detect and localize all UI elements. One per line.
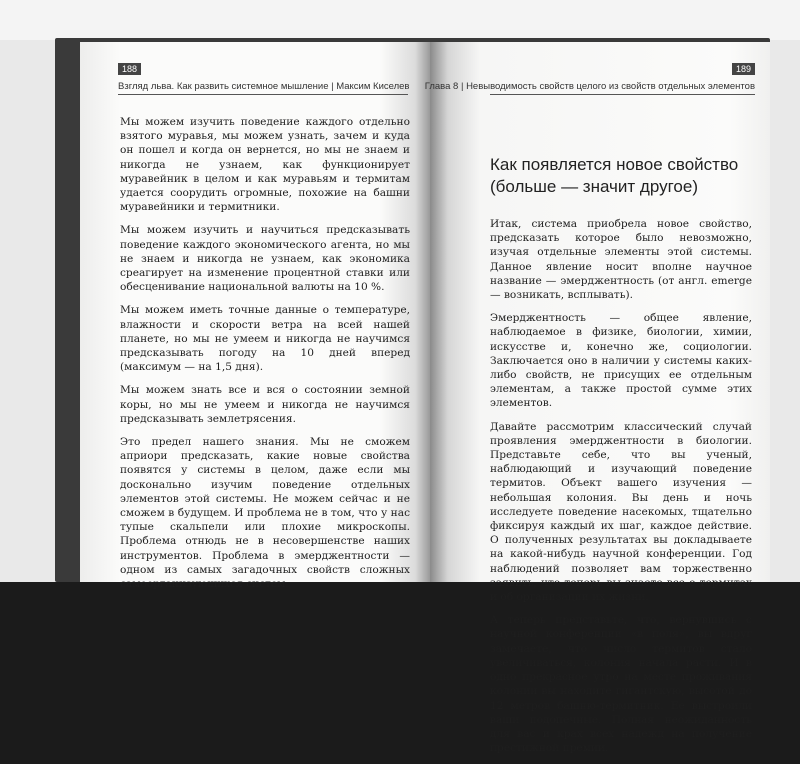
left-body-text <box>120 115 410 600</box>
left-paragraph-2: Мы можем изучить и научиться предсказывать поведение каждого экономического агента, но мы не знаем и никогда не узнаем, как экономика среагирует на изменение процентной ставки или обесценивание национальной валюты на 10 %. <box>120 224 410 294</box>
right-paragraph-2: Эмерджентность — общее явление, наблюдаемое в физике, биологии, химии, искусстве и, конечно же, социологии. Заключается оно в наличии у системы каких-либо свойств, не присущих ее отдельным элементам, а также простой сумме этих элементов. <box>490 312 752 410</box>
left-paragraph-1: Мы можем изучить поведение каждого отдельно взятого муравья, мы можем узнать, зачем и куда он пошел и когда он вернется, но мы не знаем и никогда не узнаем, как функционирует муравейник в целом и как муравьям и термитам удается соорудить огромные, похожие на башни муравейники и термитники. <box>120 116 410 214</box>
chapter-title-line-2: (больше — значит другое) <box>490 177 699 196</box>
left-paragraph-5: Это предел нашего знания. Мы не сможем априори предсказать, какие новые свойства появятся у системы в целом, даже если мы досконально изучим поведение отдельных элементов этой системы. Не можем сейчас и не сможем в будущем. И проблема не в том, что у нас тупые скальпели или плохие микроскопы. Проблема отнюдь не в несовершенстве наших инструментов. Проблема в эмерджентности — одном из самых загадочных свойств сложных самоорганизующихся систем. <box>120 436 410 591</box>
left-page-number: 188 <box>118 63 141 75</box>
right-page-number: 189 <box>732 63 755 75</box>
right-body-text <box>490 217 752 764</box>
right-paragraph-3: Давайте рассмотрим классический случай проявления эмерджентности в биологии. Представьте себе, что вы ученый, наблюдающий и изучающий поведение термитов. Объект вашего изучения — небольшая колония. Вы день и ночь исследуете поведение насекомых, тщательно фиксируя каждый их шаг, каждое действие. О полученных результатах вы докладываете на какой-нибудь научной конференции. Год наблюдений позволяет вам торжественно заявить, что теперь вы знаете все о термитах и об организации их жизни. <box>490 420 752 604</box>
right-page <box>424 42 770 755</box>
left-paragraph-4: Мы можем знать все и вся о состоянии земной коры, но мы не умеем и никогда не научимся предсказывать землетрясения. <box>120 384 410 425</box>
left-paragraph-3: Мы можем иметь точные данные о температуре, влажности и скорости ветра на всей нашей планете, но мы не умеем и никогда не научимся предсказывать погоду на 10 дней вперед (максимум — на 1,5 дня). <box>120 304 410 374</box>
right-running-header <box>424 64 755 95</box>
left-running-header <box>118 64 410 95</box>
left-page <box>80 42 430 591</box>
left-header-text: Взгляд льва. Как развить системное мышление | Максим Киселев <box>118 81 410 92</box>
right-paragraph-4: А теперь представьте, что, вернувшись с научной конференции «в поля», вы вдруг замечаете, что число термитов стало увеличиваться, колония начала расти. И в одно прекрасное утро на месте проживания колонии вы находите гигантскую, высотой до 12 метров башню-термитник. Ее выстроили ваши подопечные. Полная неожиданность для вас и крах всех надежд на получение престижной премии. <box>490 614 752 755</box>
chapter-title-line-1: Как появляется новое свойство <box>490 155 739 174</box>
chapter-title <box>490 154 752 198</box>
right-header-text: Глава 8 | Невыводимость свойств целого из свойств отдельных элементов <box>424 81 755 92</box>
right-paragraph-1: Итак, система приобрела новое свойство, предсказать которое было невозможно, изучая отдельные элементы этой системы. Данное явление носит вполне научное название — эмерджентность (от англ. emerge — возникать, всплывать). <box>490 218 752 302</box>
